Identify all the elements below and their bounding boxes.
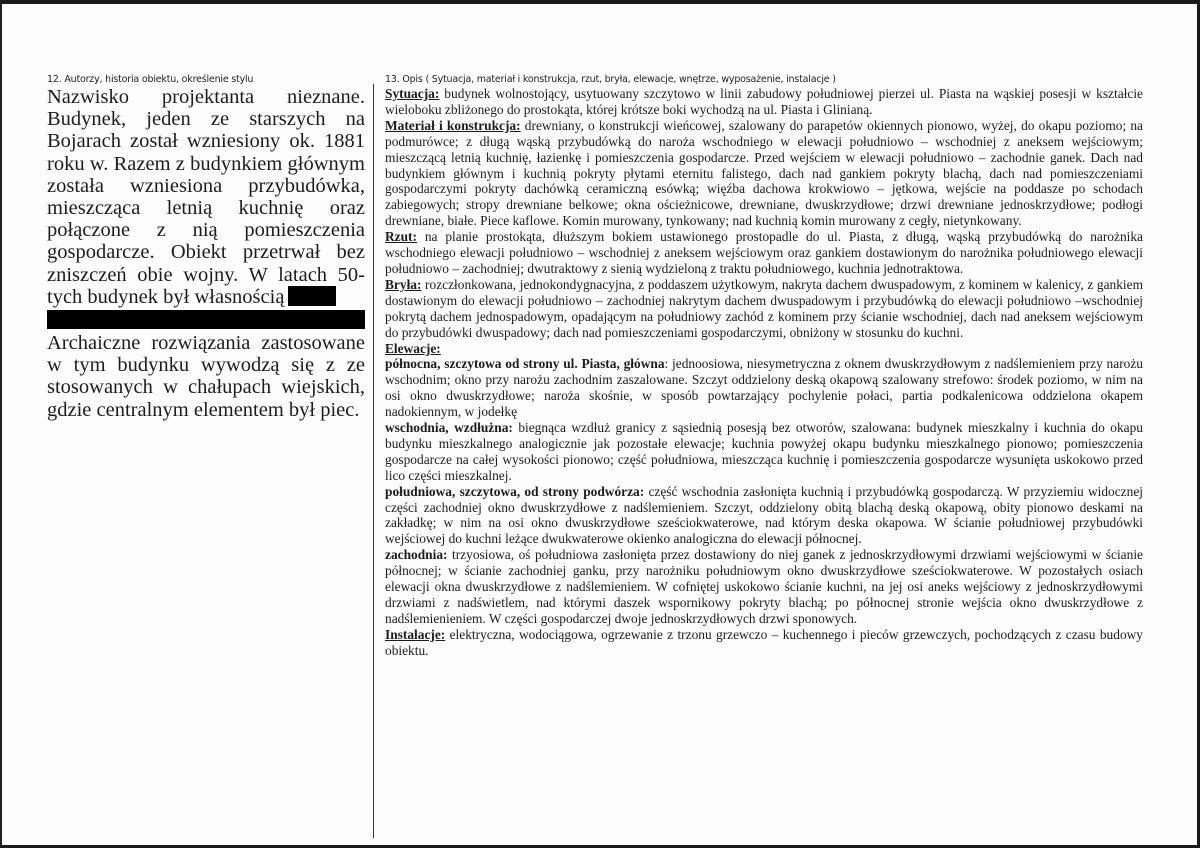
text-bryla: rozczłonkowana, jednokondygnacyjna, z poddaszem użytkowym, nakryta dachem dwuspadowym, z kominem w kalenicy, z gankiem dostawionym do elewacji południowo – zachodniej nakrytym dachem dwuspadowym i przybudówką do elewacji południowo –wschodniej pokrytą dachem jednospadowym, opadającym na południowy zachód z kominem przy ścianie wschodniej, dach nad aneksem wejściowym do przybudówki dwuspadowy; dach nad pomieszczeniami gospodarczymi, obniżony w stosunku do kuchni. xyxy=(385,276,1143,340)
paragraph-instalacje xyxy=(385,627,1143,659)
paragraph-material xyxy=(385,118,1143,229)
history-paragraph-2: Archaiczne rozwiązania zastosowane w tym budynku wywodzą się z ze stosowanych w chałupach wiejskich, gdzie centralnym elementem był piec. xyxy=(47,332,365,421)
label-material: Materiał i konstrukcja: xyxy=(385,117,521,133)
section-12-header: 12. Autorzy, historia obiektu, określenie stylu xyxy=(47,74,254,85)
label-east: wschodnia, wzdłużna: xyxy=(385,420,513,436)
text-rzut: na planie prostokąta, dłuższym bokiem ustawionego prostopadle do ul. Piasta, z długą, wąską przybudówką do narożnika wschodniego elewacji południowo – wschodniej z aneksem wejściowym oraz gankiem dostawionym do narożnika południowego elewacji południowo – zachodniej; dwutraktowy z sienią wydzieloną z traktu południowego, kuchnia jednotraktowa. xyxy=(385,229,1143,276)
text-material: drewniany, o konstrukcji wieńcowej, szalowany do parapetów okiennych pionowo, wyżej, do okapu poziomo; na podmurówce; z długą wąską przybudówką do naroża wschodniego w elewacji południowo – wschodniej z aneksem wejściowym; mieszczącą letnią kuchnię, łazienkę i pomieszczenia gospodarcze. Przed wejściem w elewacji południowo – zachodnie ganek. Dach nad budynkiem głównym i kuchnią pokryty płytami eternitu falistego, dach nad gankiem pokryty blachą, dach nad pomieszczeniami gospodarczymi pokryty dachówką ceramiczną esówką; więźba dachowa krokwiowo – jętkowa, wejście na poddasze po schodach zabiegowych; stropy drewniane belkowe; okna ościeżnicowe, drewniane, dwuskrzydłowe; drzwi drewniane jednoskrzydłowe; podłogi drewniane, białe. Piece kaflowe. Komin murowany, tynkowany; nad kuchnią komin murowany z cegły, nietynkowany. xyxy=(385,117,1143,229)
label-elewacje: Elewacje: xyxy=(385,340,441,356)
scanned-document-page xyxy=(0,4,1197,845)
label-instalacje: Instalacje: xyxy=(385,626,446,642)
text-north: : jednoosiowa, niesymetryczna z oknem dwuskrzydłowym z nadślemieniem przy narożu wschodnim; okno przy narożu zachodnim zaszalowane. Szczyt oddzielony deską okapową szalowany strefowo: środek poziomo, w nim na osi okno dwuskrzydłowe; naroża skośnie, w sposób powtarzający pochylenie połaci, partia podkalenicowa oddzielona okapem nadokiennym, w jodełkę xyxy=(385,356,1143,420)
section-13-header: 13. Opis ( Sytuacja, materiał i konstrukcja, rzut, bryła, elewacje, wnętrze, wyposażenie, instalacje ) xyxy=(385,74,836,85)
heading-elewacje xyxy=(385,341,1143,357)
elevation-west xyxy=(385,547,1143,627)
redaction-box-inline xyxy=(288,286,336,306)
paragraph-rzut xyxy=(385,229,1143,277)
text-south: część wschodnia zasłonięta kuchnią i przybudówką gospodarczą. W przyziemiu widocznej części zachodniej okno dwuskrzydłowe z nadślemieniem. Szczyt, oddzielony obitą blachą deską okapową, obity pionowo deskami na zakładkę; w nim na osi okno dwuskrzydłowe sześciokwaterowe, nad którym deska okapowa. W ścianie południowej przybudówki wejściowej do kuchni leżące dwukwaterowe okienko analogiczna do elewacji północnej. xyxy=(385,483,1143,547)
text-instalacje: elektryczna, wodociągowa, ogrzewanie z trzonu grzewczo – kuchennego i pieców grzewczych, pochodzących z czasu budowy obiektu. xyxy=(385,626,1143,658)
paragraph-sytuacja xyxy=(385,86,1143,118)
column-divider xyxy=(373,84,374,838)
label-rzut: Rzut: xyxy=(385,229,417,245)
label-south: południowa, szczytowa, od strony podwórza: xyxy=(385,483,645,499)
paragraph-bryla xyxy=(385,277,1143,341)
redaction-box-line xyxy=(47,310,365,329)
history-text xyxy=(47,86,365,421)
history-paragraph-1: Nazwisko projektanta nieznane. Budynek, jeden ze starszych na Bojarach został wzniesiony ok. 1881 roku w. Razem z budynkiem głównym została wzniesiona przybudówka, mieszcząca letnią kuchnię oraz połączone z nią pomieszczenia gospodarcze. Obiekt przetrwał bez zniszczeń obie wojny. W latach 50-tych budynek był własnością xyxy=(47,86,365,308)
text-sytuacja: budynek wolnostojący, usytuowany szczytowo w linii zabudowy południowej pierzei ul. Piasta na wąskiej posesji w kształcie wieloboku zbliżonego do prostokąta, której krótsze boki wychodzą na ul. Piasta i Glinianą. xyxy=(385,86,1143,117)
label-bryla: Bryła: xyxy=(385,276,422,292)
label-west: zachodnia: xyxy=(385,547,448,563)
text-east: biegnąca wzdłuż granicy z sąsiednią posesją bez otworów, szalowana: budynek mieszkalny i kuchnia do okapu budynku mieszkalnego analogicznie jak pozostałe elewacje; kuchnia powyżej okapu budynku mieszkalnego pionowo; pomieszczenia gospodarcze na całej wysokości pionowo; część południowa, mieszcząca kuchnię i pomieszczenia gospodarcze wysunięta uskokowo przed lico części mieszkalnej. xyxy=(385,420,1143,483)
description-text xyxy=(385,86,1143,659)
section-13-description xyxy=(385,74,1149,659)
text-west: trzyosiowa, oś południowa zasłonięta przez dostawiony do niej ganek z jednoskrzydłowymi drzwiami wejściowymi w ścianie północnej; w ścianie zachodniej ganku, przy narożniku południowym okno dwuskrzydłowe sześciokwaterowe. W pozostałych osiach elewacji okna dwuskrzydłowe z nadślemieniem. W cofniętej uskokowo ścianie kuchni, na jej osi aneks wejściowy z jednoskrzydłowymi drzwiami z nadświetlem, nad którymi daszek wspornikowy pokryty blachą; po północnej stronie wejścia okno dwuskrzydłowe z nadślemienieniem. W części gospodarczej dwoje jednoskrzydłowych drzwi sponowych. xyxy=(385,547,1143,626)
elevation-north xyxy=(385,356,1143,420)
label-north: północna, szczytowa od strony ul. Piasta, główna xyxy=(385,356,665,372)
elevation-east xyxy=(385,420,1143,484)
elevation-south xyxy=(385,484,1143,548)
section-12-history xyxy=(47,74,373,421)
label-sytuacja: Sytuacja: xyxy=(385,86,440,101)
